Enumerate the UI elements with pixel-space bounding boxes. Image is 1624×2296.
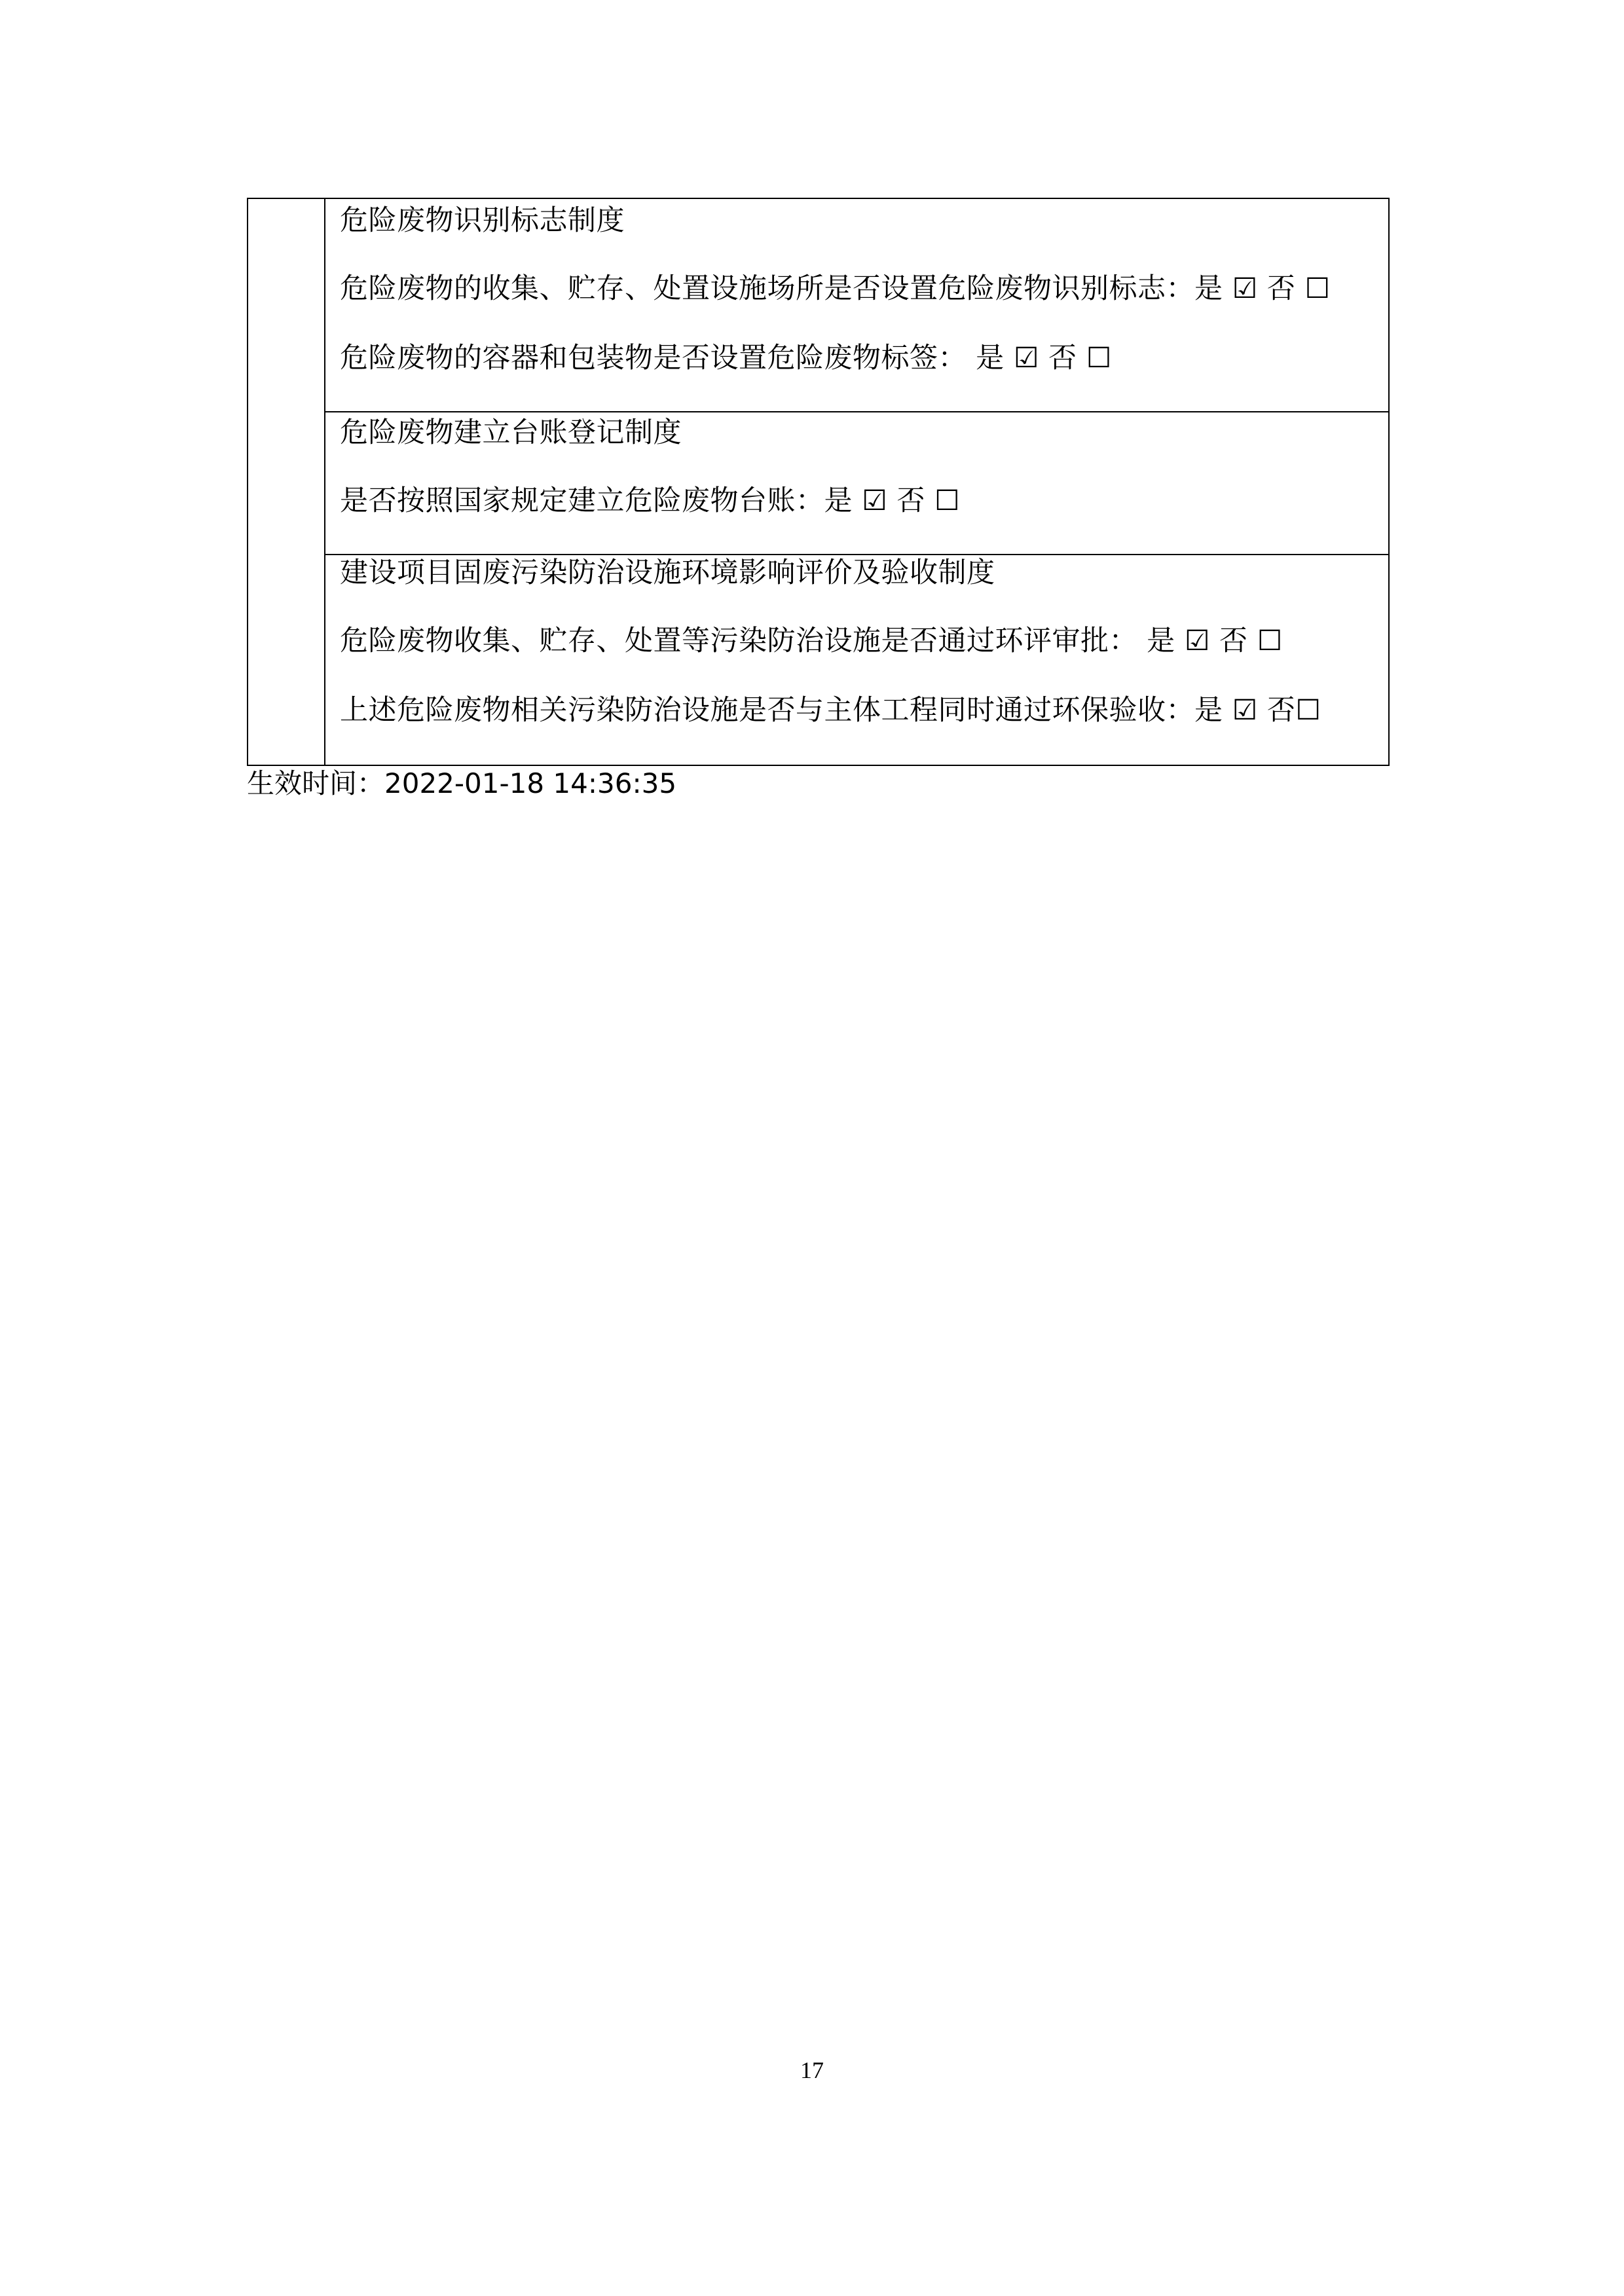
checklist-line: 危险废物的容器和包装物是否设置危险废物标签： 是 ☑ 否 ☐	[340, 342, 1112, 374]
section-title: 危险废物识别标志制度	[340, 204, 625, 237]
section-hazard-identification	[325, 199, 1388, 412]
page-number: 17	[800, 2057, 824, 2083]
inspection-table	[247, 198, 1390, 766]
checklist-line: 上述危险废物相关污染防治设施是否与主体工程同时通过环保验收：是 ☑ 否☐	[340, 694, 1321, 727]
section-ledger-registration	[325, 412, 1388, 555]
section-title: 建设项目固废污染防治设施环境影响评价及验收制度	[340, 556, 995, 589]
effective-time: 生效时间：2022-01-18 14:36:35	[247, 767, 677, 799]
checklist-line: 危险废物的收集、贮存、处置设施场所是否设置危险废物识别标志：是 ☑ 否 ☐	[340, 272, 1331, 305]
checklist-line: 危险废物收集、贮存、处置等污染防治设施是否通过环评审批： 是 ☑ 否 ☐	[340, 625, 1283, 657]
section-eia-acceptance	[325, 555, 1388, 765]
section-title: 危险废物建立台账登记制度	[340, 416, 682, 449]
table-left-column	[248, 199, 325, 765]
checklist-line: 是否按照国家规定建立危险废物台账：是 ☑ 否 ☐	[340, 484, 961, 517]
